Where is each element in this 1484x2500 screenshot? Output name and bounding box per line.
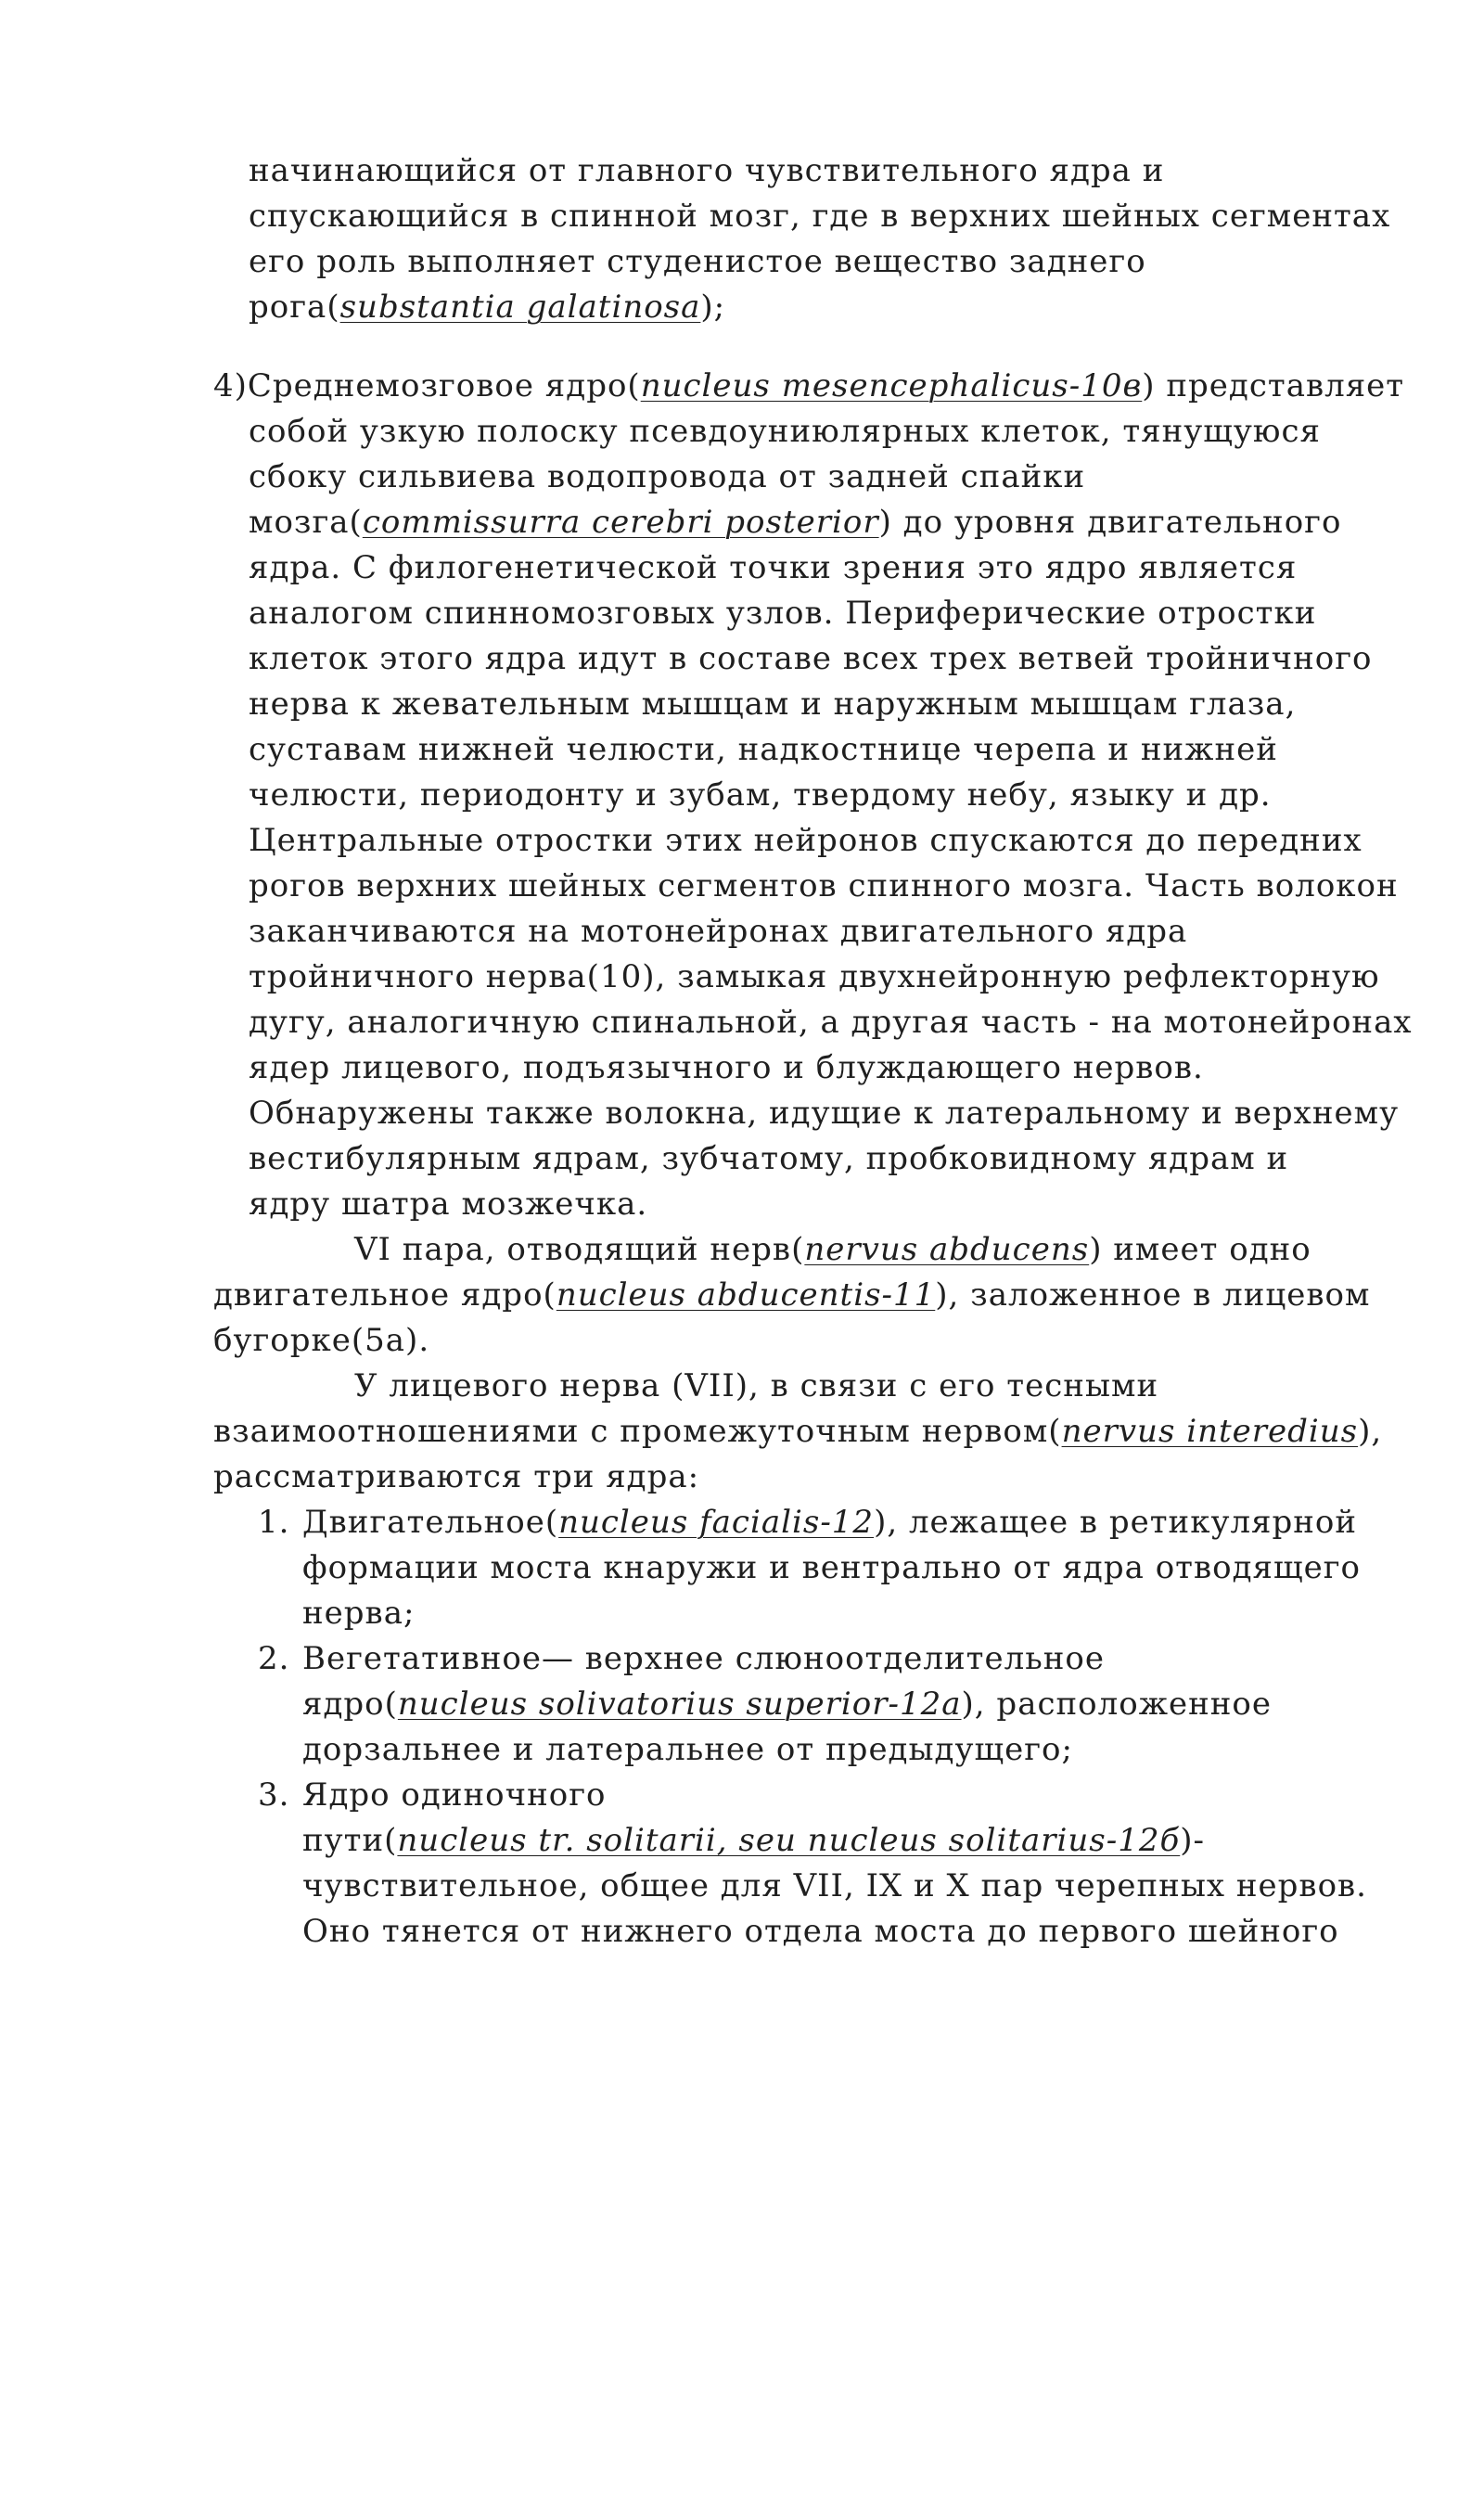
- list-number: [258, 1636, 289, 1682]
- text-span: дорзальнее и латеральнее от предыдущего;: [302, 1731, 1073, 1768]
- text-span: ) имеет одно: [1089, 1231, 1311, 1268]
- text-line: [302, 1591, 415, 1636]
- text-span: формации моста кнаружи и вентрально от ядра отводящего: [302, 1549, 1361, 1586]
- text-line: [249, 636, 1373, 682]
- text-line: [249, 909, 1187, 955]
- text-span: Двигательное(: [302, 1504, 559, 1541]
- list-item-2-line: [302, 1636, 1105, 1682]
- text-line: [213, 1455, 699, 1500]
- text-line: [249, 818, 1362, 864]
- latin-term: nervus abducens: [804, 1231, 1090, 1268]
- text-span: рогов верхних шейных сегментов спинного мозга. Часть волокон: [249, 867, 1399, 904]
- text-span: ) до уровня двигательного: [878, 504, 1342, 541]
- text-line: [213, 1273, 1370, 1318]
- latin-term: nucleus mesencephalicus-10в: [640, 367, 1143, 404]
- latin-term: nucleus facialis-12: [558, 1504, 875, 1541]
- text-line: [249, 500, 1341, 545]
- text-span: клеток этого ядра идут в составе всех трех ветвей тройничного: [249, 640, 1373, 677]
- text-span: двигательное ядро(: [213, 1276, 556, 1314]
- latin-term: nucleus tr. solitarii, seu nucleus solitarius-12б: [397, 1822, 1181, 1859]
- text-line: [302, 1727, 1073, 1773]
- text-span: собой узкую полоску псевдоуниюлярных клеток, тянущуюся: [249, 413, 1321, 450]
- text-line: [249, 864, 1399, 909]
- text-line: [249, 148, 1164, 194]
- text-line: [302, 1818, 1205, 1864]
- text-line: [249, 545, 1297, 591]
- text-span: тройничного нерва(10), замыкая двухнейронную рефлекторную: [249, 958, 1380, 995]
- text-span: чувствительное, общее для VII, IX и X пар черепных нервов.: [302, 1867, 1367, 1904]
- latin-term: nervus interedius: [1061, 1413, 1359, 1450]
- list-number: [258, 1500, 289, 1545]
- text-span: )-: [1180, 1822, 1206, 1859]
- text-span: сбоку сильвиева водопровода от задней спайки: [249, 458, 1086, 495]
- text-line: [249, 1045, 1204, 1091]
- list-item-1-line: [302, 1500, 1357, 1545]
- text-span: 1.: [258, 1504, 290, 1541]
- text-span: взаимоотношениями с промежуточным нервом(: [213, 1413, 1062, 1450]
- paragraph-first-line: [354, 1227, 1311, 1273]
- text-line: [249, 285, 725, 330]
- text-line: [249, 682, 1296, 727]
- text-line: [302, 1864, 1367, 1909]
- text-line: [249, 455, 1085, 500]
- text-span: суставам нижней челюсти, надкостнице черепа и нижней: [249, 731, 1278, 768]
- text-span: мозга(: [249, 504, 363, 541]
- text-span: Обнаружены также волокна, идущие к латеральному и верхнему: [249, 1095, 1400, 1132]
- list-item-3-line: [302, 1773, 607, 1818]
- text-line: [302, 1909, 1339, 1955]
- text-span: Среднемозговое ядро(: [247, 367, 641, 404]
- text-span: ядра. С филогенетической точки зрения это ядро является: [249, 549, 1298, 586]
- text-span: Центральные отростки этих нейронов спускаются до передних: [249, 822, 1362, 859]
- text-span: Оно тянется от нижнего отдела моста до первого шейного: [302, 1913, 1339, 1950]
- text-span: );: [700, 288, 726, 326]
- text-span: Вегетативное— верхнее слюноотделительное: [302, 1640, 1105, 1677]
- text-span: У лицевого нерва (VII), в связи с его тесными: [354, 1367, 1159, 1404]
- text-span: челюсти, периодонту и зубам, твердому небу, языку и др.: [249, 776, 1272, 814]
- text-span: рассматриваются три ядра:: [213, 1458, 700, 1495]
- text-span: ядер лицевого, подъязычного и блуждающего нервов.: [249, 1049, 1204, 1086]
- text-span: пути(: [302, 1822, 398, 1859]
- latin-term: commissurra cerebri posterior: [362, 504, 879, 541]
- text-line: [249, 591, 1316, 636]
- text-span: ) представляет: [1142, 367, 1405, 404]
- text-line: [249, 955, 1380, 1000]
- text-span: ), расположенное: [961, 1686, 1273, 1723]
- text-span: начинающийся от главного чувствительного ядра и: [249, 152, 1165, 189]
- text-span: ядро(: [302, 1686, 398, 1723]
- text-line: [302, 1682, 1272, 1727]
- list-number: 4): [213, 367, 248, 404]
- text-line: [249, 727, 1278, 773]
- text-line: [302, 1545, 1361, 1591]
- text-line: [249, 773, 1272, 818]
- text-span: ), заложенное в лицевом: [935, 1276, 1371, 1314]
- text-span: заканчиваются на мотонейронах двигательного ядра: [249, 913, 1188, 950]
- text-span: Ядро одиночного: [302, 1776, 607, 1814]
- text-span: рога(: [249, 288, 340, 326]
- text-line: [249, 239, 1146, 285]
- text-line: [249, 409, 1321, 455]
- text-span: нерва;: [302, 1595, 416, 1632]
- list-item-4-first-line: [213, 364, 1404, 409]
- text-span: нерва к жевательным мышцам и наружным мышцам глаза,: [249, 686, 1297, 723]
- text-span: его роль выполняет студенистое вещество заднего: [249, 243, 1146, 280]
- text-line: [213, 1409, 1382, 1455]
- latin-term: nucleus abducentis-11: [556, 1276, 936, 1314]
- text-line: [249, 1136, 1288, 1182]
- text-line: [249, 1091, 1399, 1136]
- text-line: [249, 1000, 1413, 1045]
- text-span: 2.: [258, 1640, 290, 1677]
- text-span: 3.: [258, 1776, 290, 1814]
- text-line: [249, 194, 1390, 239]
- text-span: спускающийся в спинной мозг, где в верхних шейных сегментах: [249, 198, 1391, 235]
- latin-term: nucleus solivatorius superior-12а: [397, 1686, 962, 1723]
- text-span: VI пара, отводящий нерв(: [354, 1231, 805, 1268]
- text-span: аналогом спинномозговых узлов. Периферические отростки: [249, 595, 1317, 632]
- text-line: [249, 1182, 647, 1227]
- text-span: ядру шатра мозжечка.: [249, 1186, 648, 1223]
- latin-term: substantia galatinosa: [339, 288, 701, 326]
- text-span: бугорке(5а).: [213, 1322, 430, 1359]
- paragraph-first-line: [354, 1364, 1158, 1409]
- text-line: [213, 1318, 429, 1364]
- text-span: вестибулярным ядрам, зубчатому, пробковидному ядрам и: [249, 1140, 1289, 1177]
- list-number: [258, 1773, 289, 1818]
- text-span: ),: [1358, 1413, 1383, 1450]
- text-span: ), лежащее в ретикулярной: [874, 1504, 1358, 1541]
- text-span: дугу, аналогичную спинальной, а другая часть - на мотонейронах: [249, 1004, 1413, 1041]
